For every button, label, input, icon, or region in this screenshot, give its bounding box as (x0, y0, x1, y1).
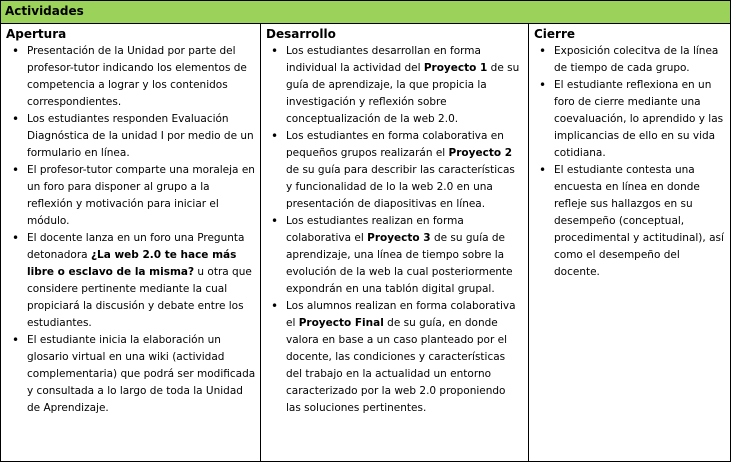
project-label: Proyecto 1 (423, 62, 488, 74)
column-cierre (529, 24, 730, 461)
list-item: • Los estudiantes responden Evaluación Diagnóstica de la unidad I por medio de un formulario en línea. (12, 111, 256, 162)
list-item: • El estudiante contesta una encuesta en línea en donde refleje sus hallazgos en su desempeño (conceptual, procedimental y actitudinal), así como el desempeño del docente. (539, 162, 725, 281)
apertura-list (12, 43, 256, 417)
desarrollo-list (271, 43, 523, 417)
list-item: • El estudiante reflexiona en un foro de cierre mediante una coevaluación, lo aprendido y las implicancias de ello en su vida cotidiana. (539, 77, 725, 162)
cierre-list (539, 43, 725, 281)
header-title: Actividades (5, 4, 84, 18)
list-item: • Exposición colecitva de la línea de tiempo de cada grupo. (539, 43, 725, 77)
list-item: • El estudiante inicia la elaboración un glosario virtual en una wiki (actividad complementaria) que podrá ser modificada y consultada a lo largo de toda la Unidad de Aprendizaje. (12, 332, 256, 417)
list-item: • Los alumnos realizan en forma colaborativa el Proyecto Final de su guía, en donde valora en base a un caso planteado por el docente, las condiciones y características del trabajo en la actualidad un entorno caracterizado por la web 2.0 proponiendo las soluciones pertinentes. (271, 298, 523, 417)
list-item: • Los estudiantes en forma colaborativa en pequeños grupos realizarán el Proyecto 2 de su guía para describir las características y funcionalidad de lo la web 2.0 en una presentación de diapositivas en línea. (271, 128, 523, 213)
list-item: • Los estudiantes realizan en forma colaborativa el Proyecto 3 de su guía de aprendizaje, una línea de tiempo sobre la evolución de la web la cual posteriormente expondrán en una tablón digital grupal. (271, 213, 523, 298)
list-item: • Los estudiantes desarrollan en forma individual la actividad del Proyecto 1 de su guía de aprendizaje, la que propicia la investigación y reflexión sobre conceptualización de la web 2.0. (271, 43, 523, 128)
column-desarrollo (261, 24, 529, 461)
table-header (1, 1, 730, 24)
project-label: Proyecto Final (298, 317, 384, 329)
column-title-cierre: Cierre (534, 27, 576, 41)
column-title-apertura: Apertura (6, 27, 67, 41)
key-question: ¿La web 2.0 te hace más libre o esclavo de la misma? (27, 249, 237, 278)
column-apertura (1, 24, 261, 461)
project-label: Proyecto 3 (367, 232, 431, 244)
project-label: Proyecto 2 (448, 147, 513, 159)
list-item: • El docente lanza en un foro una Pregunta detonadora ¿La web 2.0 te hace más libre o esclavo de la misma? u otra que considere pertinente mediante la cual propiciará la discusión y debate entre los estudiantes. (12, 230, 256, 332)
list-item: • Presentación de la Unidad por parte del profesor-tutor indicando los elementos de competencia a lograr y los contenidos correspondientes. (12, 43, 256, 111)
column-title-desarrollo: Desarrollo (266, 27, 336, 41)
list-item: • El profesor-tutor comparte una moraleja en un foro para disponer al grupo a la reflexión y motivación para iniciar el módulo. (12, 162, 256, 230)
